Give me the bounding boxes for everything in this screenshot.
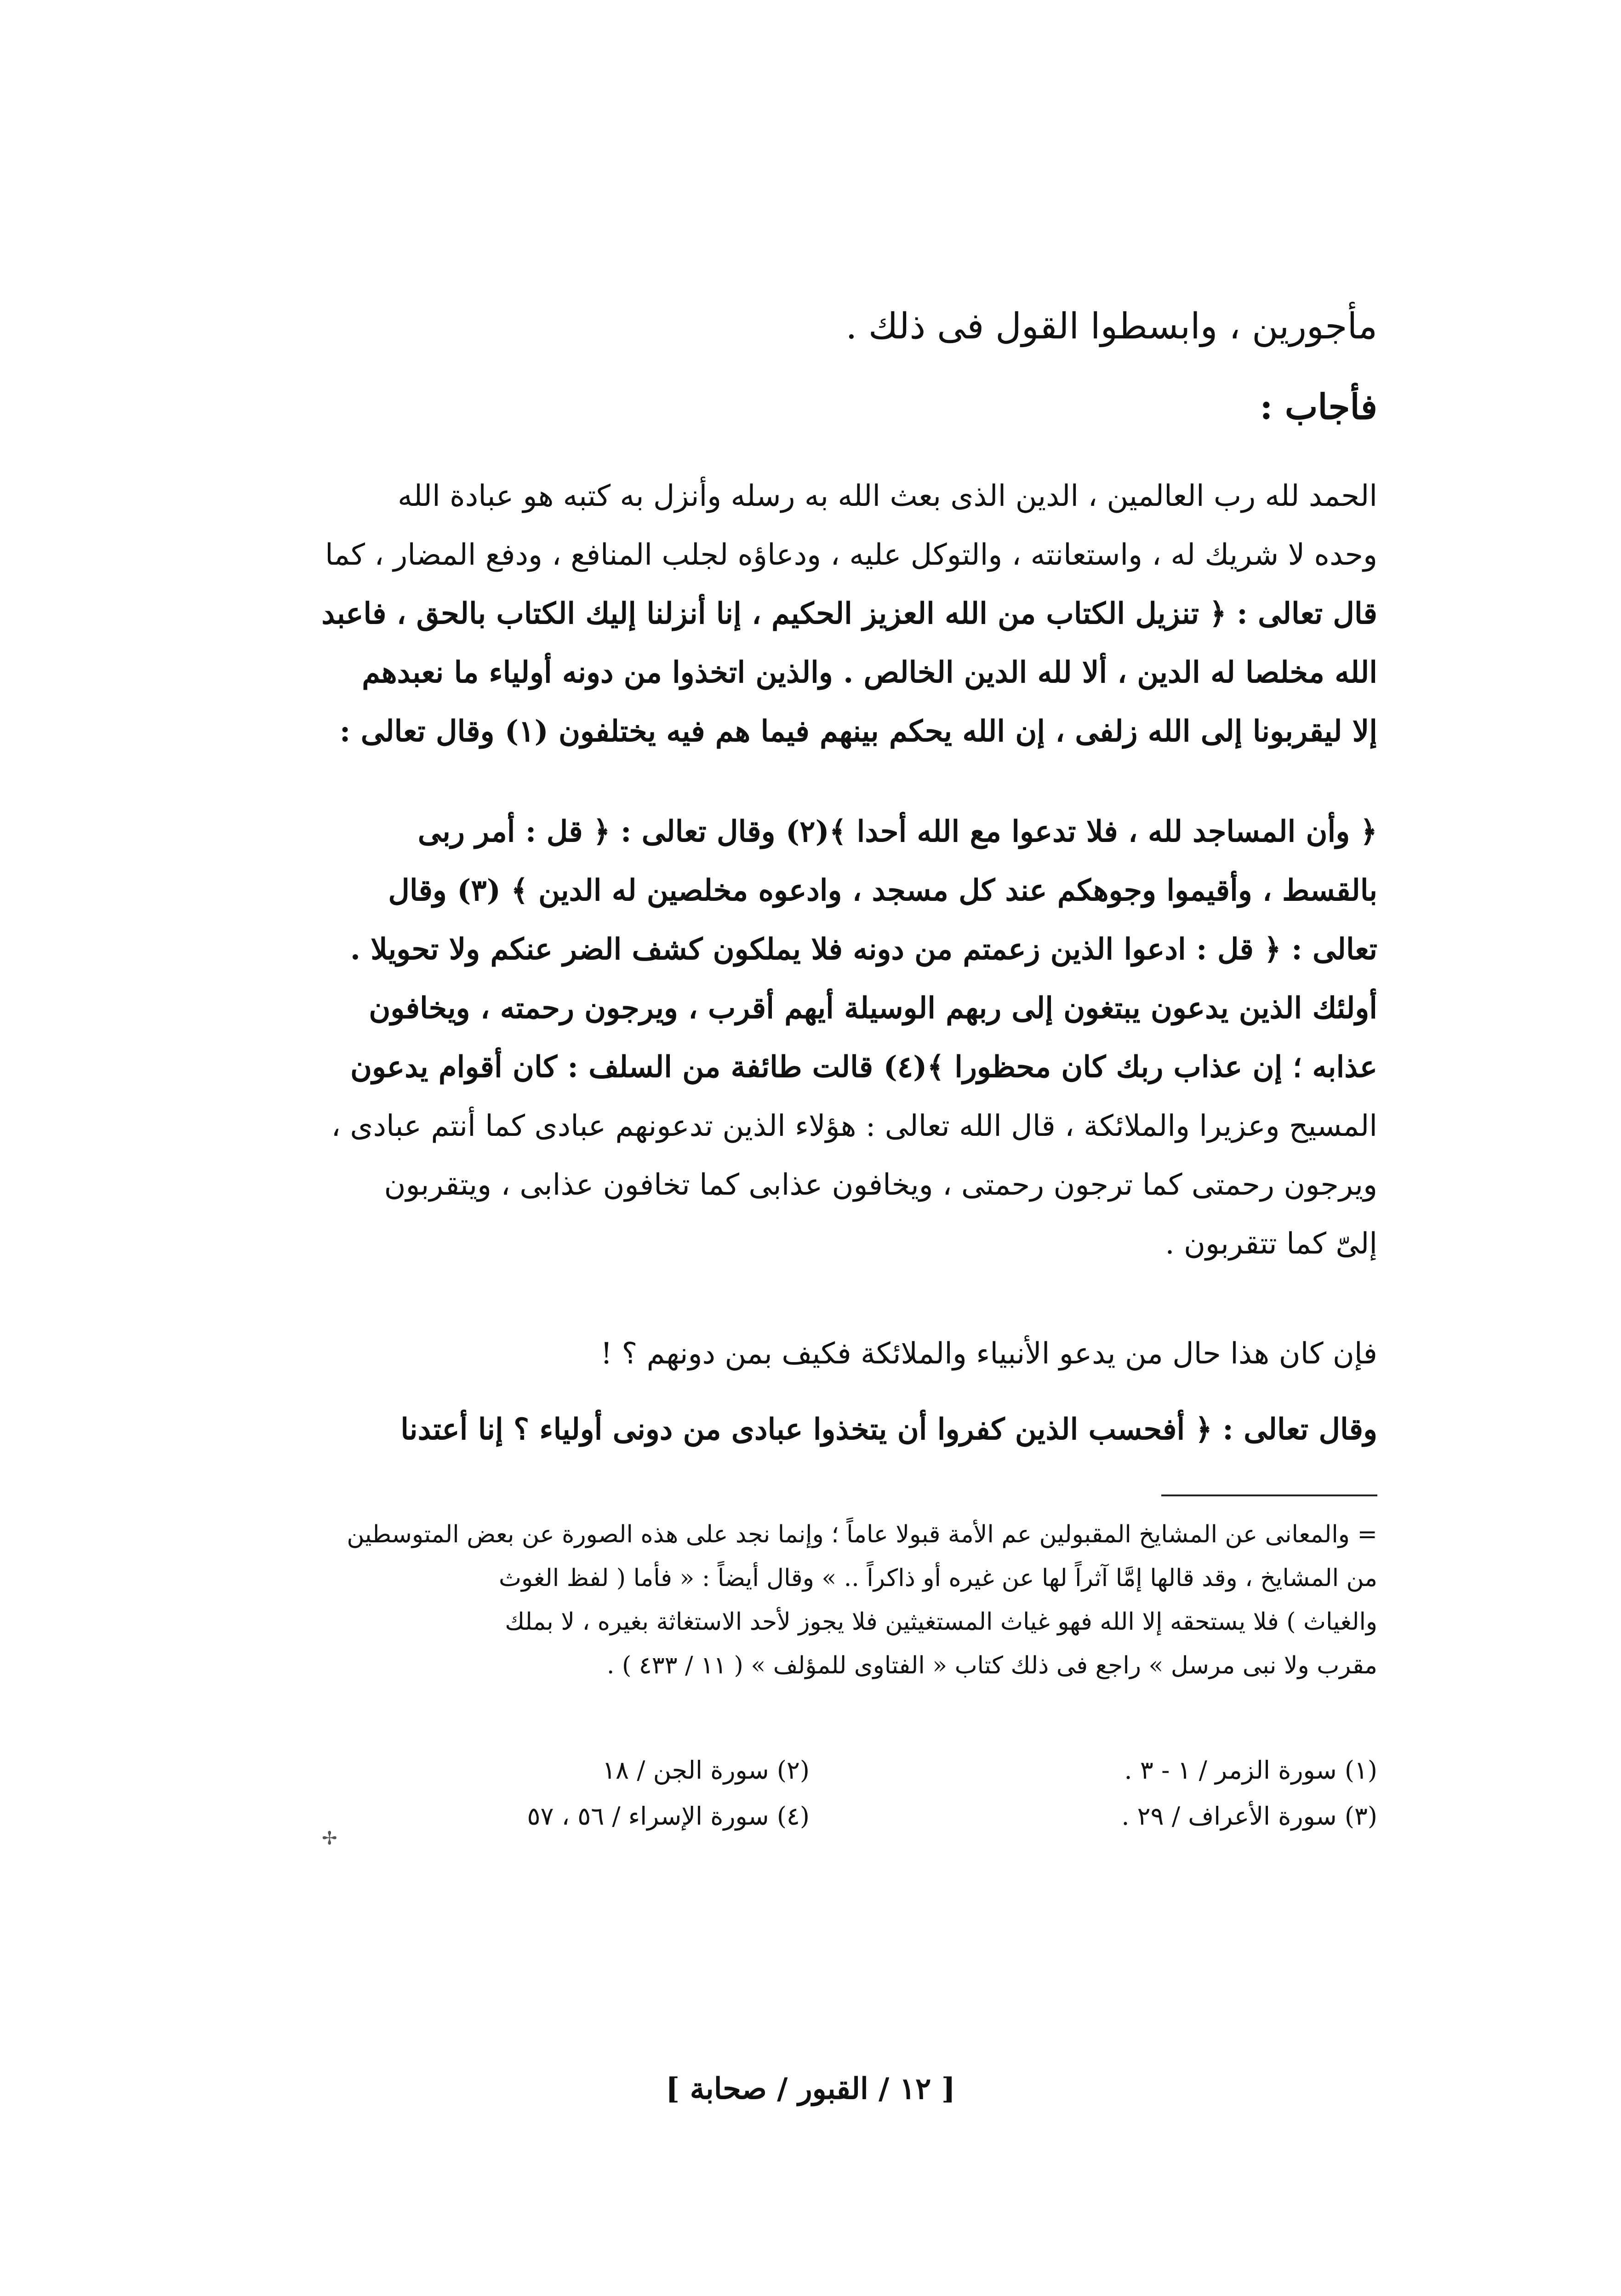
reference-item: (١) سورة الزمر / ١ - ٣ .: [1124, 1756, 1377, 1785]
footnote-references: [242, 1747, 1377, 1839]
paragraph-2-line: عذابه ؛ إن عذاب ربك كان محظورا ﴾(٤) قالت طائفة من السلف : كان أقوام يدعون: [350, 1050, 1377, 1084]
answer-heading: فأجاب :: [1260, 386, 1377, 427]
paragraph-3: فإن كان هذا حال من يدعو الأنبياء والملائكة فكيف بمن دونهم ؟ !: [600, 1337, 1377, 1371]
opening-line: مأجورين ، وابسطوا القول فى ذلك .: [845, 306, 1377, 347]
reference-row: [242, 1793, 1377, 1839]
paragraph-2-line: إلىّ كما تتقربون .: [1165, 1227, 1377, 1261]
paragraph-2-line: المسيح وعزيرا والملائكة ، قال الله تعالى : هؤلاء الذين تدعونهم عبادى كما أنتم عبادى ،: [331, 1109, 1377, 1143]
footnote-line: والغياث ) فلا يستحقه إلا الله فهو غياث المستغيثين فلا يجوز لأحد الاستغاثة بغيره ، لا بملك: [505, 1608, 1377, 1636]
reference-row: [242, 1747, 1377, 1793]
reference-item: (٢) سورة الجن / ١٨: [602, 1756, 810, 1785]
footnote-line: = والمعانى عن المشايخ المقبولين عم الأمة قبولا عاماً ؛ وإنما نجد على هذه الصورة عن بعض المتوسطين: [347, 1521, 1377, 1548]
footnote-line: مقرب ولا نبى مرسل » راجع فى ذلك كتاب « الفتاوى للمؤلف » ( ١١ / ٤٣٣ ) .: [606, 1652, 1377, 1679]
reference-item: (٣) سورة الأعراف / ٢٩ .: [1121, 1802, 1377, 1831]
page-footer: [ ١٢ / القبور / صحابة ]: [666, 2072, 955, 2106]
paragraph-2-line: ويرجون رحمتى كما ترجون رحمتى ، ويخافون عذابى كما تخافون عذابى ، ويتقربون: [384, 1168, 1377, 1202]
paragraph-2: [242, 802, 1377, 1273]
paragraph-2-line: تعالى : ﴿ قل : ادعوا الذين زعمتم من دونه فلا يملكون كشف الضر عنكم ولا تحويلا .: [350, 932, 1377, 967]
paragraph-2-line: أولئك الذين يدعون يبتغون إلى ربهم الوسيلة أيهم أقرب ، ويرجون رحمته ، ويخافون: [369, 991, 1377, 1025]
paragraph-1-line: وحده لا شريك له ، واستعانته ، والتوكل عليه ، ودعاؤه لجلب المنافع ، ودفع المضار ، كما: [325, 538, 1377, 572]
footnote-line: من المشايخ ، وقد قالها إمَّا آثراً لها عن غيره أو ذاكراً .. » وقال أيضاً : « فأما ( لفظ الغوث: [499, 1564, 1377, 1592]
paragraph-2-line: بالقسط ، وأقيموا وجوهكم عند كل مسجد ، وادعوه مخلصين له الدين ﴾ (٣) وقال: [388, 873, 1377, 908]
scan-mark: ✢: [322, 1828, 337, 1849]
reference-item: (٤) سورة الإسراء / ٥٦ ، ٥٧: [527, 1802, 810, 1831]
footnote-divider: [1161, 1494, 1377, 1496]
paragraph-2-line: ﴿ وأن المساجد لله ، فلا تدعوا مع الله أحدا ﴾(٢) وقال تعالى : ﴿ قل : أمر ربى: [417, 814, 1377, 849]
paragraph-4: وقال تعالى : ﴿ أفحسب الذين كفروا أن يتخذوا عبادى من دونى أولياء ؟ إنا أعتدنا: [400, 1412, 1377, 1447]
paragraph-1-line: إلا ليقربونا إلى الله زلفى ، إن الله يحكم بينهم فيما هم فيه يختلفون (١) وقال تعالى :: [339, 714, 1377, 749]
paragraph-1-line: قال تعالى : ﴿ تنزيل الكتاب من الله العزيز الحكيم ، إنا أنزلنا إليك الكتاب بالحق ، فاعبد: [321, 596, 1377, 631]
footnote-continued: [242, 1513, 1377, 1688]
paragraph-1-line: الله مخلصا له الدين ، ألا لله الدين الخالص . والذين اتخذوا من دونه أولياء ما نعبدهم: [362, 655, 1377, 690]
paragraph-1: [242, 467, 1377, 761]
paragraph-1-line: الحمد لله رب العالمين ، الدين الذى بعث الله به رسله وأنزل به كتبه هو عبادة الله: [398, 479, 1377, 513]
